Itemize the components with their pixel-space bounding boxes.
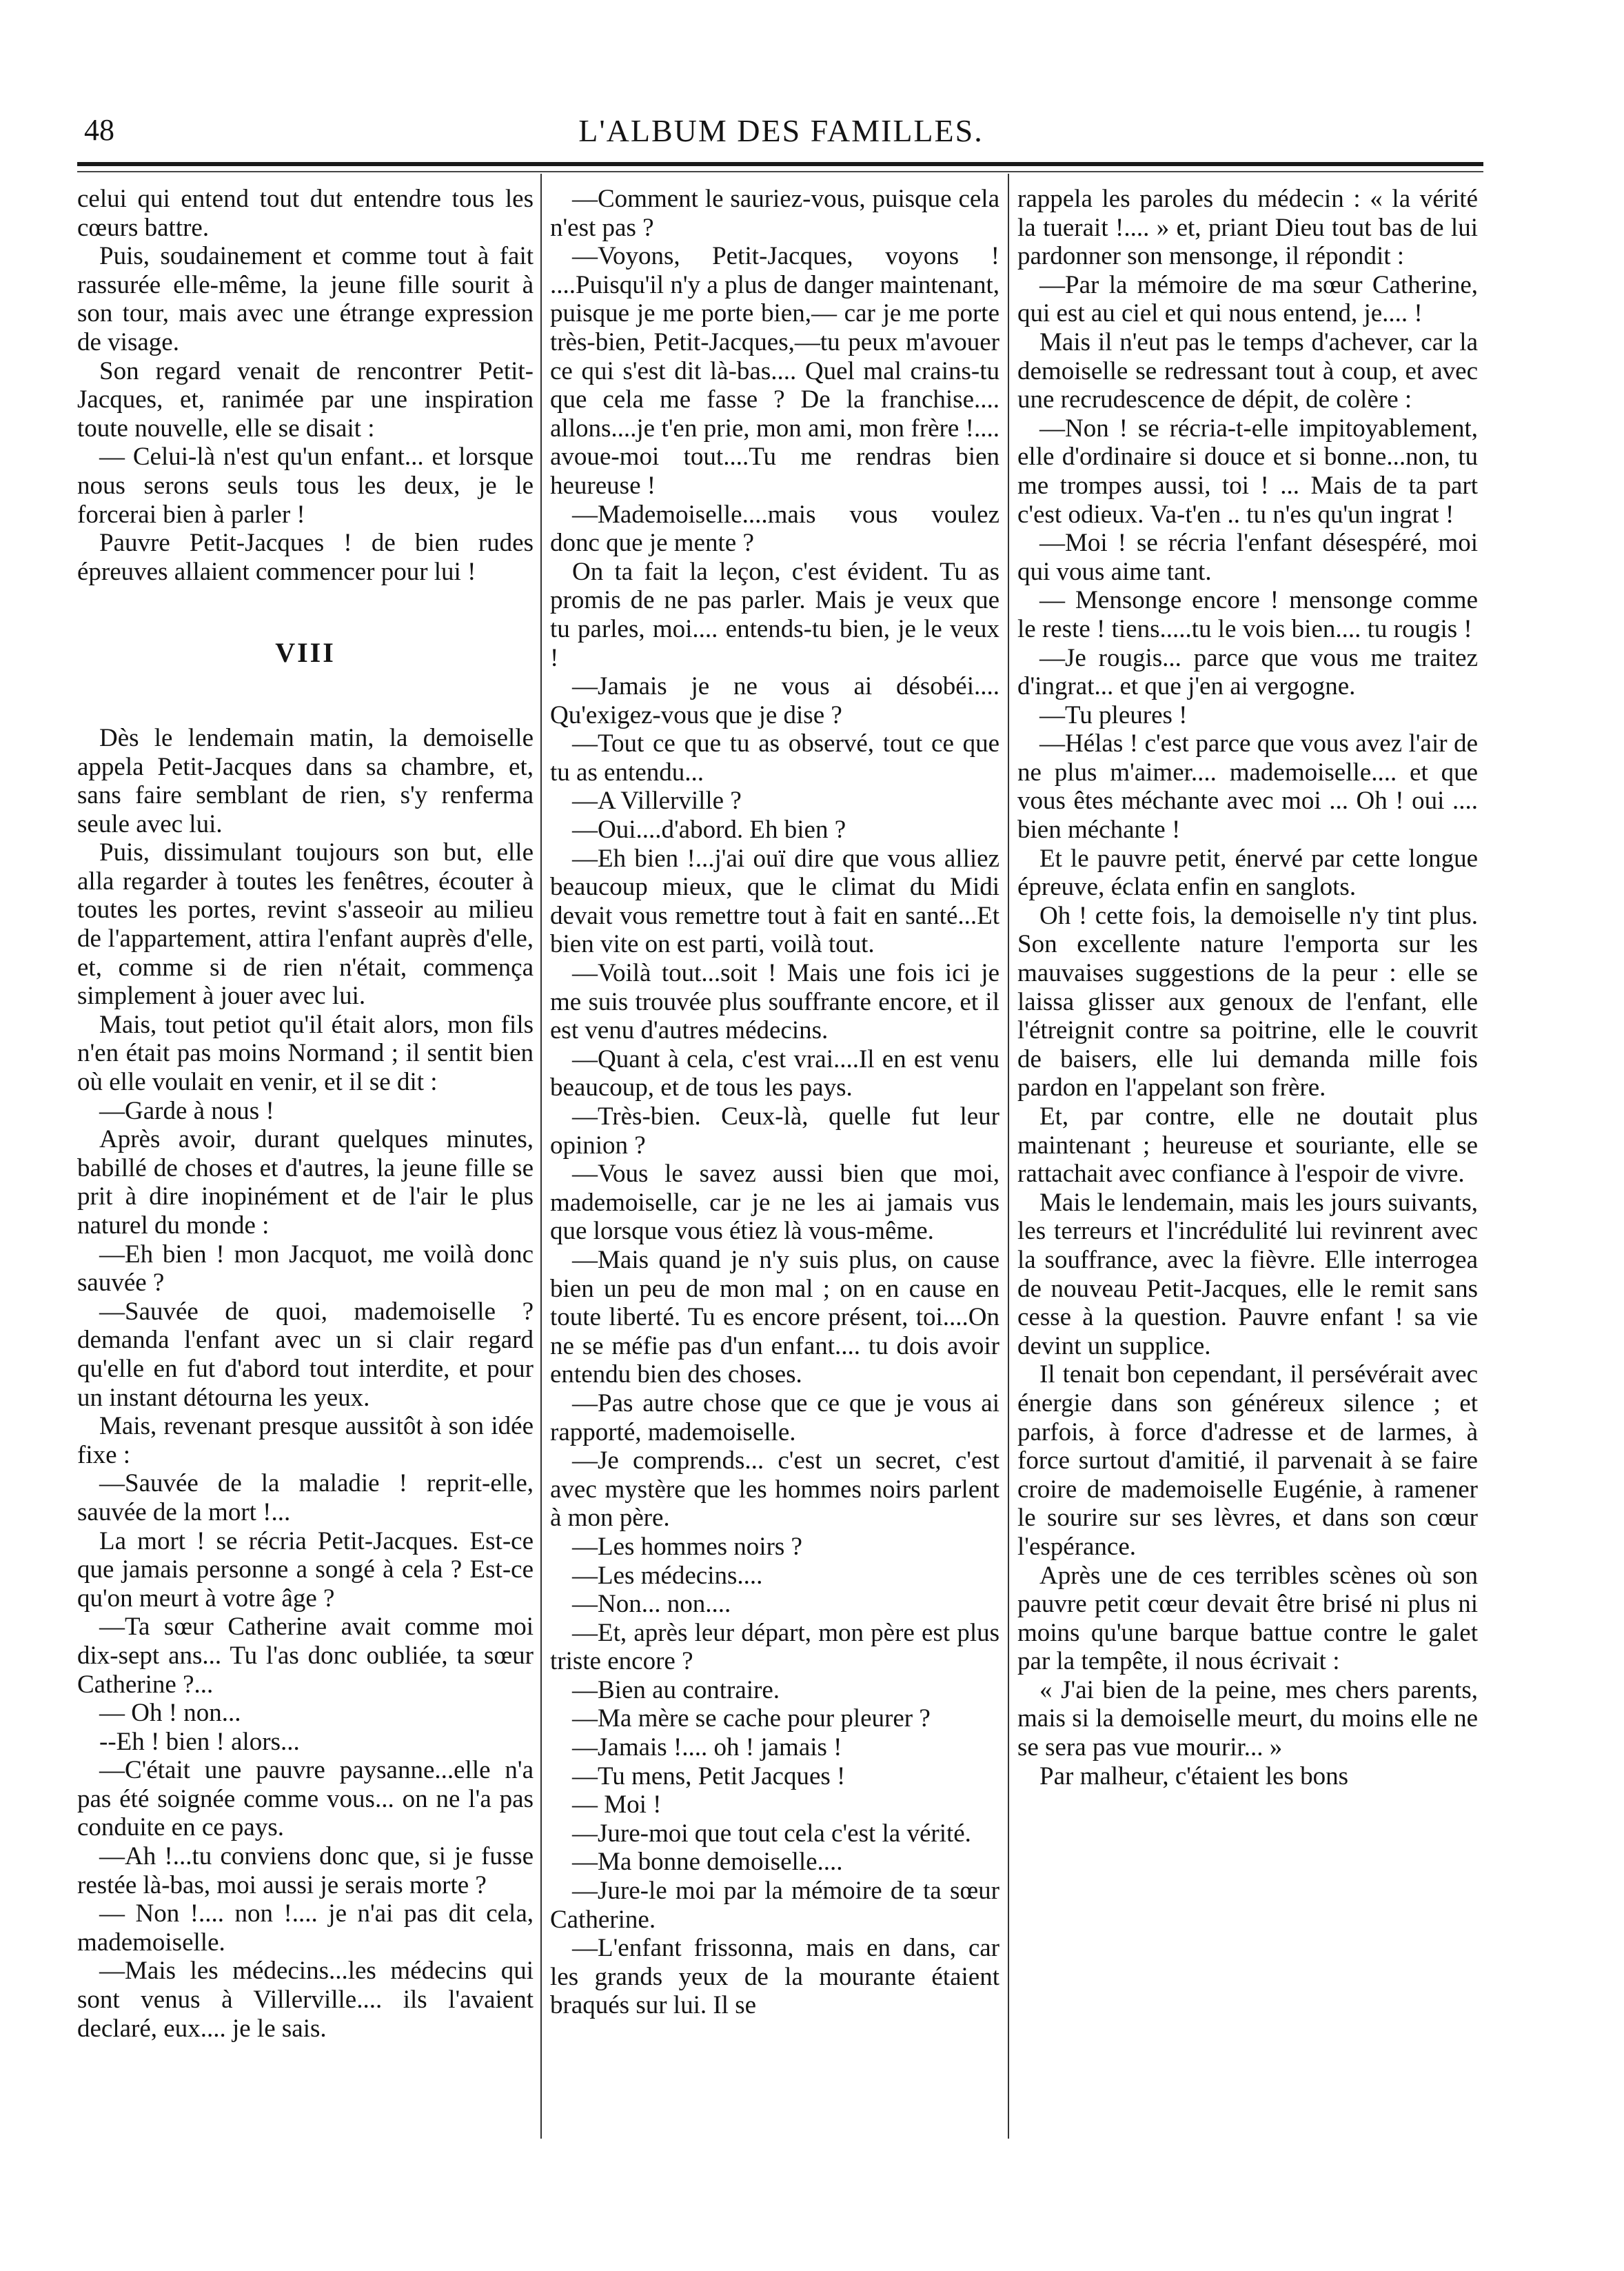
paragraph: Mais le lendemain, mais les jours suivants, les terreurs et l'incrédulité lui revinrent avec la souffrance, avec la fièvre. Elle interrogea de nouveau Petit-Jacques, elle le remit sans cesse à la question. Pauvre enfant ! sa vie devint un supplice.: [1017, 1188, 1478, 1360]
paragraph: Mais il n'eut pas le temps d'achever, car la demoiselle se redressant tout à coup, et avec une recrudescence de dépit, de colère :: [1017, 327, 1478, 414]
paragraph: —Mais quand je n'y suis plus, on cause bien un peu de mon mal ; on en cause en toute liberté. Tu es encore présent, toi....On ne se méfie pas d'un enfant.... tu dois avoir entendu bien des choses.: [550, 1245, 999, 1389]
paragraph: La mort ! se récria Petit-Jacques. Est-ce que jamais personne a songé à cela ? Est-ce qu'on meurt à votre âge ?: [77, 1526, 534, 1613]
column-divider: [1008, 174, 1009, 2139]
paragraph: On ta fait la leçon, c'est évident. Tu as promis de ne pas parler. Mais je veux que tu parles, moi.... entends-tu bien, je le veux !: [550, 557, 999, 672]
paragraph: —Quant à cela, c'est vrai....Il en est venu beaucoup, et de tous les pays.: [550, 1044, 999, 1102]
paragraph: —L'enfant frissonna, mais en dans, car les grands yeux de la mourante étaient braqués sur lui. Il se: [550, 1934, 999, 2020]
paragraph: —Jure-moi que tout cela c'est la vérité.: [572, 1819, 971, 1848]
paragraph: —Non ! se récria-t-elle impitoyablement, elle d'ordinaire si douce et si bonne...non, tu me trompes aussi, toi ! ... Mais de ta part c'est odieux. Va-t'en .. tu n'es qu'un ingrat !: [1017, 414, 1478, 529]
paragraph: —Ma mère se cache pour pleurer ?: [572, 1704, 931, 1733]
paragraph: —Très-bien. Ceux-là, quelle fut leur opinion ?: [550, 1102, 999, 1160]
paragraph: —Jamais je ne vous ai désobéi.... Qu'exigez-vous que je dise ?: [550, 672, 999, 729]
page-header: [77, 107, 1485, 155]
paragraph: Après avoir, durant quelques minutes, babillé de choses et d'autres, la jeune fille se prit à dire inopinément et de l'air le plus naturel du monde :: [77, 1125, 534, 1240]
section-heading: VIII: [275, 637, 336, 669]
header-rule: [77, 162, 1483, 166]
paragraph: —Vous le savez aussi bien que moi, mademoiselle, car je ne les ai jamais vus que lorsque vous étiez là vous-même.: [550, 1160, 999, 1246]
paragraph: « J'ai bien de la peine, mes chers parents, mais si la demoiselle meurt, du moins elle ne se sera pas vue mourir... »: [1017, 1675, 1478, 1762]
paragraph: — Mensonge encore ! mensonge comme le reste ! tiens.....tu le vois bien.... tu rougis !: [1017, 586, 1478, 643]
paragraph: — Oh ! non...: [99, 1699, 241, 1728]
paragraph: —Mademoiselle....mais vous voulez donc que je mente ?: [550, 500, 999, 558]
paragraph: —Les médecins....: [572, 1561, 763, 1590]
paragraph: —Tu pleures !: [1039, 700, 1188, 729]
paragraph: —Voyons, Petit-Jacques, voyons ! ....Puisqu'il n'y a plus de danger maintenant, puisque je me porte bien,— car je me porte très-bien, Petit-Jacques,—tu peux m'avouer ce qui s'est dit là-bas.... Quel mal crains-tu que cela me fasse ? De la franchise.... allons....je t'en prie, mon ami, mon frère !.... avoue-moi tout....Tu me rendras bien heureuse !: [550, 242, 999, 500]
paragraph: —Eh bien ! mon Jacquot, me voilà donc sauvée ?: [77, 1240, 534, 1298]
column-divider: [540, 174, 542, 2139]
paragraph: —Les hommes noirs ?: [572, 1532, 802, 1561]
paragraph: —Garde à nous !: [99, 1096, 274, 1125]
paragraph: —Jamais !.... oh ! jamais !: [572, 1733, 842, 1762]
paragraph: —Je comprends... c'est un secret, c'est avec mystère que les hommes noirs parlent à mon père.: [550, 1446, 999, 1533]
paragraph: —Bien au contraire.: [572, 1675, 780, 1704]
paragraph: celui qui entend tout dut entendre tous les cœurs battre.: [77, 185, 534, 242]
paragraph: --Eh ! bien ! alors...: [99, 1727, 300, 1756]
paragraph: —C'était une pauvre paysanne...elle n'a pas été soignée comme vous... on ne l'a pas conduite en ce pays.: [77, 1756, 534, 1842]
paragraph: Dès le lendemain matin, la demoiselle appela Petit-Jacques dans sa chambre, et, sans faire semblant de rien, s'y renferma seule avec lui.: [77, 723, 534, 838]
paragraph: —Tu mens, Petit Jacques !: [572, 1762, 846, 1790]
paragraph: —Hélas ! c'est parce que vous avez l'air de ne plus m'aimer.... mademoiselle.... et que vous êtes méchante avec moi ... Oh ! oui .... bien méchante !: [1017, 729, 1478, 845]
text-column-3: [1017, 185, 1478, 2136]
paragraph: —Tout ce que tu as observé, tout ce que tu as entendu...: [550, 729, 999, 787]
paragraph: Après une de ces terribles scènes où son pauvre petit cœur devait être brisé ni plus ni moins qu'une barque battue contre le galet par la tempête, il nous écrivait :: [1017, 1561, 1478, 1676]
paragraph: Pauvre Petit-Jacques ! de bien rudes épreuves allaient commencer pour lui !: [77, 529, 534, 586]
paragraph: Et, par contre, elle ne doutait plus maintenant ; heureuse et souriante, elle se rattachait avec confiance à l'espoir de vivre.: [1017, 1102, 1478, 1189]
paragraph: —Moi ! se récria l'enfant désespéré, moi qui vous aime tant.: [1017, 529, 1478, 586]
paragraph: rappela les paroles du médecin : « la vérité la tuerait !.... » et, priant Dieu tout bas de lui pardonner son mensonge, il répondit :: [1017, 185, 1478, 271]
paragraph: Mais, revenant presque aussitôt à son idée fixe :: [77, 1412, 534, 1469]
paragraph: — Celui-là n'est qu'un enfant... et lorsque nous serons seuls tous les deux, je le forcerai bien à parler !: [77, 443, 534, 529]
header-rule-thin: [77, 171, 1483, 172]
paragraph: — Moi !: [572, 1790, 662, 1819]
paragraph: —Jure-le moi par la mémoire de ta sœur Catherine.: [550, 1877, 999, 1934]
paragraph: —Voilà tout...soit ! Mais une fois ici je me suis trouvée plus souffrante encore, et il est venu d'autres médecins.: [550, 959, 999, 1045]
paragraph: Il tenait bon cependant, il persévérait avec énergie dans son généreux silence ; et parfois, à force d'adresse et de larmes, à force surtout d'amitié, il parvenait à se faire croire de mademoiselle Eugénie, à ramener le sourire sur ses lèvres, et dans son cœur l'espérance.: [1017, 1360, 1478, 1561]
paragraph: —Sauvée de quoi, mademoiselle ? demanda l'enfant avec un si clair regard qu'elle en fut d'abord tout interdite, et pour un instant détourna les yeux.: [77, 1297, 534, 1412]
paragraph: —Ta sœur Catherine avait comme moi dix-sept ans... Tu l'as donc oubliée, ta sœur Catherine ?...: [77, 1613, 534, 1699]
paragraph: —Comment le sauriez-vous, puisque cela n'est pas ?: [550, 185, 999, 242]
paragraph: Son regard venait de rencontrer Petit-Jacques, et, ranimée par une inspiration toute nouvelle, elle se disait :: [77, 356, 534, 443]
paragraph: —Et, après leur départ, mon père est plus triste encore ?: [550, 1618, 999, 1676]
paragraph: Par malheur, c'étaient les bons: [1039, 1762, 1349, 1790]
paragraph: —Pas autre chose que ce que je vous ai rapporté, mademoiselle.: [550, 1389, 999, 1446]
paragraph: Puis, soudainement et comme tout à fait rassurée elle-même, la jeune fille sourit à son tour, mais avec une étrange expression de visage.: [77, 242, 534, 356]
paragraph: Mais, tout petiot qu'il était alors, mon fils n'en était pas moins Normand ; il sentit bien où elle voulait en venir, et il se dit :: [77, 1010, 534, 1097]
paragraph: —Oui....d'abord. Eh bien ?: [572, 816, 846, 845]
paragraph: —Ma bonne demoiselle....: [572, 1848, 843, 1877]
paragraph: —Eh bien !...j'ai ouï dire que vous alliez beaucoup mieux, que le climat du Midi devait vous remettre tout à fait en santé...Et bien vite on est parti, voilà tout.: [550, 844, 999, 959]
paragraph: —Par la mémoire de ma sœur Catherine, qui est au ciel et qui nous entend, je.... !: [1017, 270, 1478, 328]
paragraph: —A Villerville ?: [572, 787, 742, 816]
paragraph: —Ah !...tu conviens donc que, si je fusse restée là-bas, moi aussi je serais morte ?: [77, 1842, 534, 1899]
text-column-2: [550, 185, 999, 2136]
paragraph: —Sauvée de la maladie ! reprit-elle, sauvée de la mort !...: [77, 1469, 534, 1526]
paragraph: —Mais les médecins...les médecins qui sont venus à Villerville.... ils l'avaient declaré, eux.... je le sais.: [77, 1957, 534, 2043]
paragraph: — Non !.... non !.... je n'ai pas dit cela, mademoiselle.: [77, 1899, 534, 1957]
paragraph: —Non... non....: [572, 1590, 731, 1619]
page-number: 48: [84, 113, 114, 147]
journal-title: L'ALBUM DES FAMILLES.: [578, 113, 984, 148]
paragraph: —Je rougis... parce que vous me traitez d'ingrat... et que j'en ai vergogne.: [1017, 643, 1478, 701]
paragraph: Oh ! cette fois, la demoiselle n'y tint plus. Son excellente nature l'emporta sur les mauvaises suggestions de la peur : elle se laissa glisser aux genoux de l'enfant, elle l'étreignit contre sa poitrine, elle le couvrit de baisers, elle lui demanda mille fois pardon en l'appelant son frère.: [1017, 901, 1478, 1102]
paragraph: Et le pauvre petit, énervé par cette longue épreuve, éclata enfin en sanglots.: [1017, 844, 1478, 902]
paragraph: Puis, dissimulant toujours son but, elle alla regarder à toutes les fenêtres, écouter à toutes les portes, revint s'asseoir au milieu de l'appartement, attira l'enfant auprès d'elle, et, comme si de rien n'était, commença simplement à jouer avec lui.: [77, 838, 534, 1011]
text-column-1: [77, 185, 534, 2136]
